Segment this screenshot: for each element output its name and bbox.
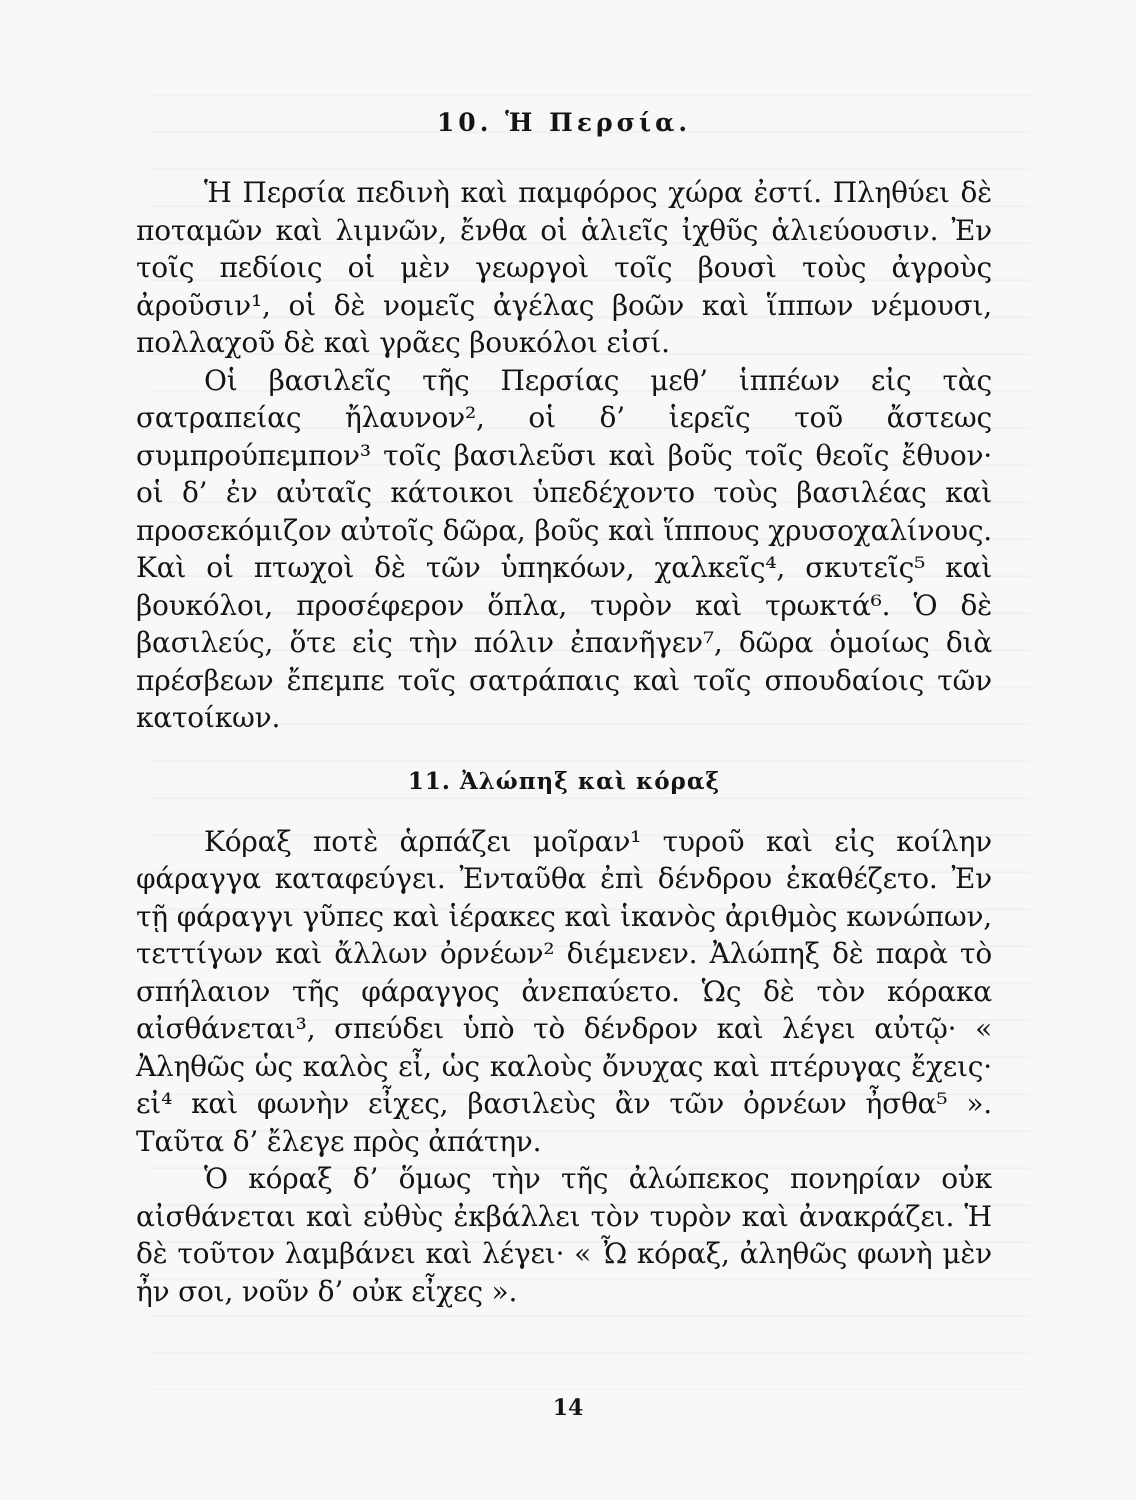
page-number: 14 xyxy=(552,1395,584,1421)
paragraph: Ὁ κόραξ δ’ ὅμως τὴν τῆς ἀλώπεκος πονηρίαν οὐκ αἰσθάνεται καὶ εὐθὺς ἐκβάλλει τὸν τυρὸν καὶ ἀνακράζει. Ἡ δὲ τοῦτον λαμβάνει καὶ λέγει· « Ὦ κόραξ, ἀληθῶς φωνὴ μὲν ἦν σοι, νοῦν δ’ οὐκ εἶχες ». xyxy=(136,1162,992,1308)
paragraph: Κόραξ ποτὲ ἁρπάζει μοῖραν¹ τυροῦ καὶ εἰς κοίλην φάραγγα καταφεύγει. Ἐνταῦθα ἐπὶ δένδρου ἐκαθέζετο. Ἐν τῇ φάραγγι γῦπες καὶ ἱέρακες καὶ ἱκανὸς ἀριθμὸς κωνώπων, τεττίγων καὶ ἄλλων ὀρνέων² διέμενεν. Ἀλώπηξ δὲ παρὰ τὸ σπήλαιον τῆς φάραγγος ἀνεπαύετο. Ὡς δὲ τὸν κόρακα αἰσθάνεται³, σπεύδει ὑπὸ τὸ δένδρον καὶ λέγει αὐτῷ· « Ἀληθῶς ὡς καλὸς εἶ, ὡς καλοὺς ὄνυχας καὶ πτέρυγας ἔχεις· εἰ⁴ καὶ φωνὴν εἶχες, βασιλεὺς ἂν τῶν ὀρνέων ἦσθα⁵ ». Ταῦτα δ’ ἔλεγε πρὸς ἀπάτην. xyxy=(136,824,992,1158)
section-title-fox-and-crow: 11. Ἀλώπηξ καὶ κόραξ xyxy=(407,767,721,795)
page-text xyxy=(136,100,992,1310)
paragraph: Οἱ βασιλεῖς τῆς Περσίας μεθ’ ἱππέων εἰς τὰς σατραπείας ἤλαυνον², οἱ δ’ ἱερεῖς τοῦ ἄστεως συμπρούπεμπον³ τοῖς βασιλεῦσι καὶ βοῦς τοῖς θεοῖς ἔθυον· οἱ δ’ ἐν αὐταῖς κάτοικοι ὑπεδέχοντο τοὺς βασιλέας καὶ προσεκόμιζον αὐτοῖς δῶρα, βοῦς καὶ ἵππους χρυσοχαλίνους. Καὶ οἱ πτωχοὶ δὲ τῶν ὑπηκόων, χαλκεῖς⁴, σκυτεῖς⁵ καὶ βουκόλοι, προσέφερον ὅπλα, τυρὸν καὶ τρωκτά⁶. Ὁ δὲ βασιλεύς, ὅτε εἰς τὴν πόλιν ἐπανῆγεν⁷, δῶρα ὁμοίως διὰ πρέσβεων ἔπεμπε τοῖς σατράπαις καὶ τοῖς σπουδαίοις τῶν κατοίκων. xyxy=(136,363,993,734)
paragraph: Ἡ Περσία πεδινὴ καὶ παμφόρος χώρα ἐστί. Πληθύει δὲ ποταμῶν καὶ λιμνῶν, ἔνθα οἱ ἁλιεῖς ἰχθῦς ἁλιεύουσιν. Ἐν τοῖς πεδίοις οἱ μὲν γεωργοὶ τοῖς βουσὶ τοὺς ἀγροὺς ἀροῦσιν¹, οἱ δὲ νομεῖς ἀγέλας βοῶν καὶ ἵππων νέμουσι, πολλαχοῦ δὲ καὶ γρᾶες βουκόλοι εἰσί. xyxy=(136,176,992,359)
section-title-persia: 10. Ἡ Περσία. xyxy=(436,108,692,137)
